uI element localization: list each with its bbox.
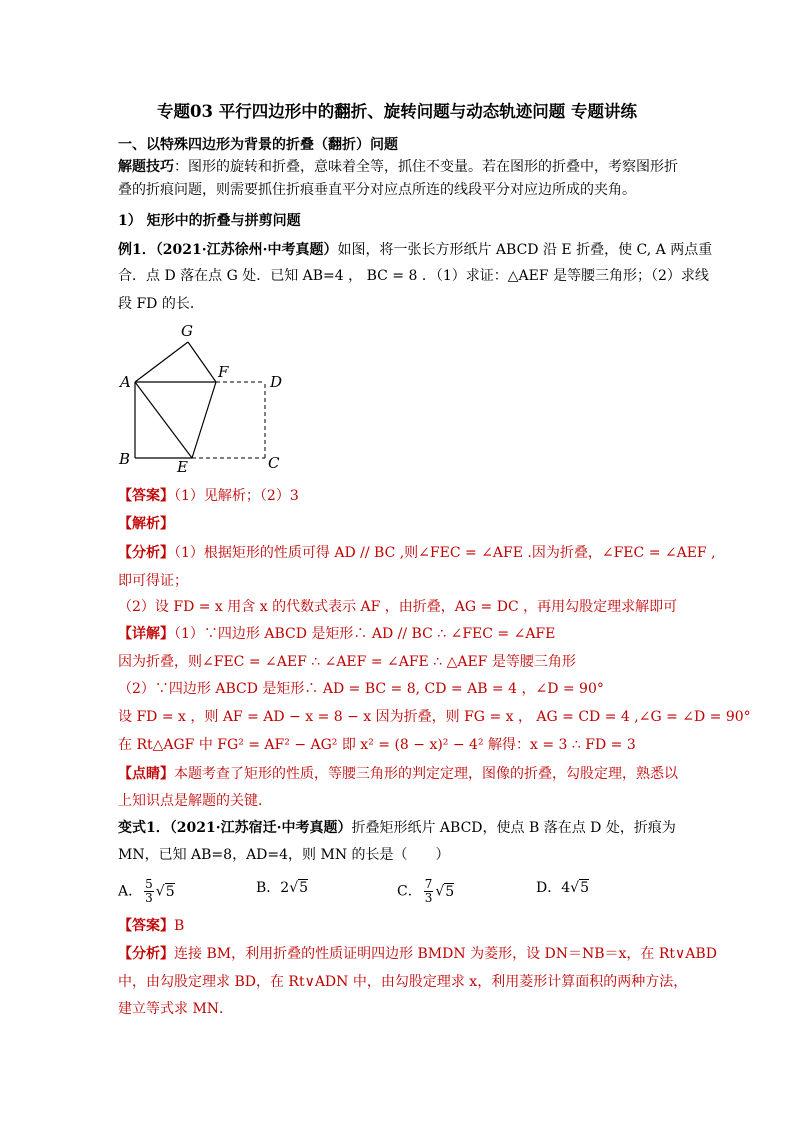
option-b-letter: B． — [256, 880, 281, 896]
segment-ag — [135, 342, 188, 382]
section-heading: 一、以特殊四边形为背景的折叠（翻折）问题 — [118, 137, 398, 153]
option-d-letter: D． — [536, 880, 562, 896]
tips-label: 解题技巧 — [118, 159, 174, 175]
radical-icon: √ — [570, 880, 580, 896]
page-title: 专题03 平行四边形中的翻折、旋转问题与动态轨迹问题 专题讲练 — [157, 102, 637, 121]
tips-line-2: 叠的折痕问题，则需要抓住折痕垂直平分对应点所连的线段平分对应边所成的夹角。 — [118, 182, 636, 198]
option-c-denominator: 3 — [424, 891, 433, 905]
answer-text: （1）见解析；（2）3 — [174, 488, 299, 504]
geometry-figure — [110, 318, 310, 478]
label-f: F — [218, 363, 229, 381]
option-d — [536, 878, 589, 898]
option-a — [118, 878, 175, 905]
option-d-coef: 4 — [561, 880, 571, 896]
xiangjie-line-2: 因为折叠，则∠FEC = ∠AEF ∴ ∠AEF = ∠AFE ∴ △AEF 是等腰三角形 — [118, 654, 576, 670]
variant-label: 变式1．（2021·江苏宿迁·中考真题） — [118, 820, 352, 836]
label-a: A — [120, 373, 131, 391]
fenxi-line-1 — [118, 543, 716, 563]
segment-gf — [188, 342, 216, 382]
option-c — [397, 878, 454, 905]
xiangjie-line-4: 设 FD = x ，则 AF = AD − x = 8 − x 因为折叠，则 FG = x ， AG = CD = 4 ,∠G = ∠D = 90° — [118, 709, 751, 725]
variant-line-1 — [118, 818, 676, 838]
option-a-fraction — [144, 878, 154, 905]
segment-ae — [135, 382, 192, 458]
label-d: D — [270, 373, 283, 391]
example-line-2: 合．点 D 落在点 G 处．已知 AB=4 ， BC = 8 ．（1）求证：△AEF 是等腰三角形；（2）求线 — [118, 268, 709, 284]
dianjing-line-2: 上知识点是解题的关键． — [118, 793, 272, 809]
xiangjie-line-5: 在 Rt△AGF 中 FG² = AF² − AG² 即 x² = (8 − x)² − 4² 解得：x = 3 ∴ FD = 3 — [118, 737, 636, 753]
xiangjie-text-1: （1）∵四边形 ABCD 是矩形∴ AD // BC ∴ ∠FEC = ∠AFE — [174, 626, 556, 642]
radical-icon: √ — [435, 883, 445, 900]
answer-2-label: 【答案】 — [118, 918, 174, 934]
tips-text-1: ：图形的旋转和折叠，意味着全等，抓住不变量。若在图形的折叠中，考察图形折 — [174, 159, 678, 175]
fenxi-label: 【分析】 — [118, 545, 174, 561]
option-c-radicand: 5 — [445, 883, 455, 900]
answer-1 — [118, 486, 299, 506]
fenxi2-label: 【分析】 — [118, 946, 174, 962]
option-b-coef: 2 — [280, 880, 290, 896]
option-d-radicand: 5 — [580, 880, 589, 896]
option-c-letter: C． — [397, 883, 422, 900]
example-label: 例1．（2021·江苏徐州·中考真题） — [118, 242, 338, 258]
label-b: B — [119, 450, 131, 468]
option-a-radicand: 5 — [165, 883, 175, 900]
option-b — [256, 878, 308, 898]
answer-2 — [118, 916, 184, 936]
fenxi2-line-3: 建立等式求 MN． — [118, 1001, 234, 1017]
option-a-denominator: 3 — [145, 891, 153, 905]
example-line-3: 段 FD 的长． — [118, 296, 204, 312]
label-c: C — [268, 454, 280, 472]
dianjing-text-1: 本题考查了矩形的性质，等腰三角形的判定定理，图像的折叠，勾股定理，熟悉以 — [174, 766, 678, 782]
answer-label: 【答案】 — [118, 488, 174, 504]
variant-text-1: 折叠矩形纸片 ABCD，使点 B 落在点 D 处，折痕为 — [351, 820, 676, 836]
segment-fe — [192, 382, 216, 458]
answer-2-text: B — [174, 918, 185, 934]
option-a-numerator: 5 — [145, 877, 153, 891]
example-text-1: 如图，将一张长方形纸片 ABCD 沿 E 折叠，使 C, A 两点重 — [337, 242, 713, 258]
option-b-radicand: 5 — [299, 880, 309, 896]
option-c-fraction — [424, 878, 434, 905]
label-g: G — [181, 322, 193, 340]
xiangjie-line-3: （2）∵四边形 ABCD 是矩形∴ AD = BC = 8, CD = AB = 4 ，∠D = 90° — [118, 681, 604, 697]
fenxi-line-3: （2）设 FD = x 用含 x 的代数式表示 AF ，由折叠，AG = DC ，再用勾股定理求解即可 — [118, 599, 678, 615]
fenxi-line-2: 即可得证； — [118, 573, 188, 589]
fenxi2-line-1 — [118, 944, 717, 964]
example-line-1 — [118, 240, 712, 260]
option-a-letter: A． — [118, 883, 143, 900]
dianjing-label: 【点睛】 — [118, 766, 174, 782]
fenxi2-line-2: 中，由勾股定理求 BD，在 Rt∨ADN 中，由勾股定理求 x，利用菱形计算面积的两种方法， — [118, 974, 688, 990]
xiangjie-label: 【详解】 — [118, 626, 174, 642]
tips-line-1 — [118, 157, 678, 177]
analysis-label: 【解析】 — [118, 516, 174, 532]
fenxi2-text-1: 连接 BM，利用折叠的性质证明四边形 BMDN 为菱形，设 DN＝NB＝x，在 Rt∨ABD — [174, 946, 717, 962]
fenxi-text-1: （1）根据矩形的性质可得 AD // BC ,则∠FEC = ∠AFE .因为折叠，∠FEC = ∠AEF , — [174, 545, 716, 561]
option-c-numerator: 7 — [424, 877, 433, 891]
radical-icon: √ — [289, 880, 299, 896]
subsection-heading: 1） 矩形中的折叠与拼剪问题 — [118, 213, 301, 229]
variant-line-2: MN，已知 AB=8，AD=4，则 MN 的长是（ ） — [118, 847, 450, 863]
xiangjie-line-1 — [118, 624, 555, 644]
dianjing-line-1 — [118, 764, 678, 784]
radical-icon: √ — [155, 883, 165, 900]
label-e: E — [177, 458, 188, 476]
